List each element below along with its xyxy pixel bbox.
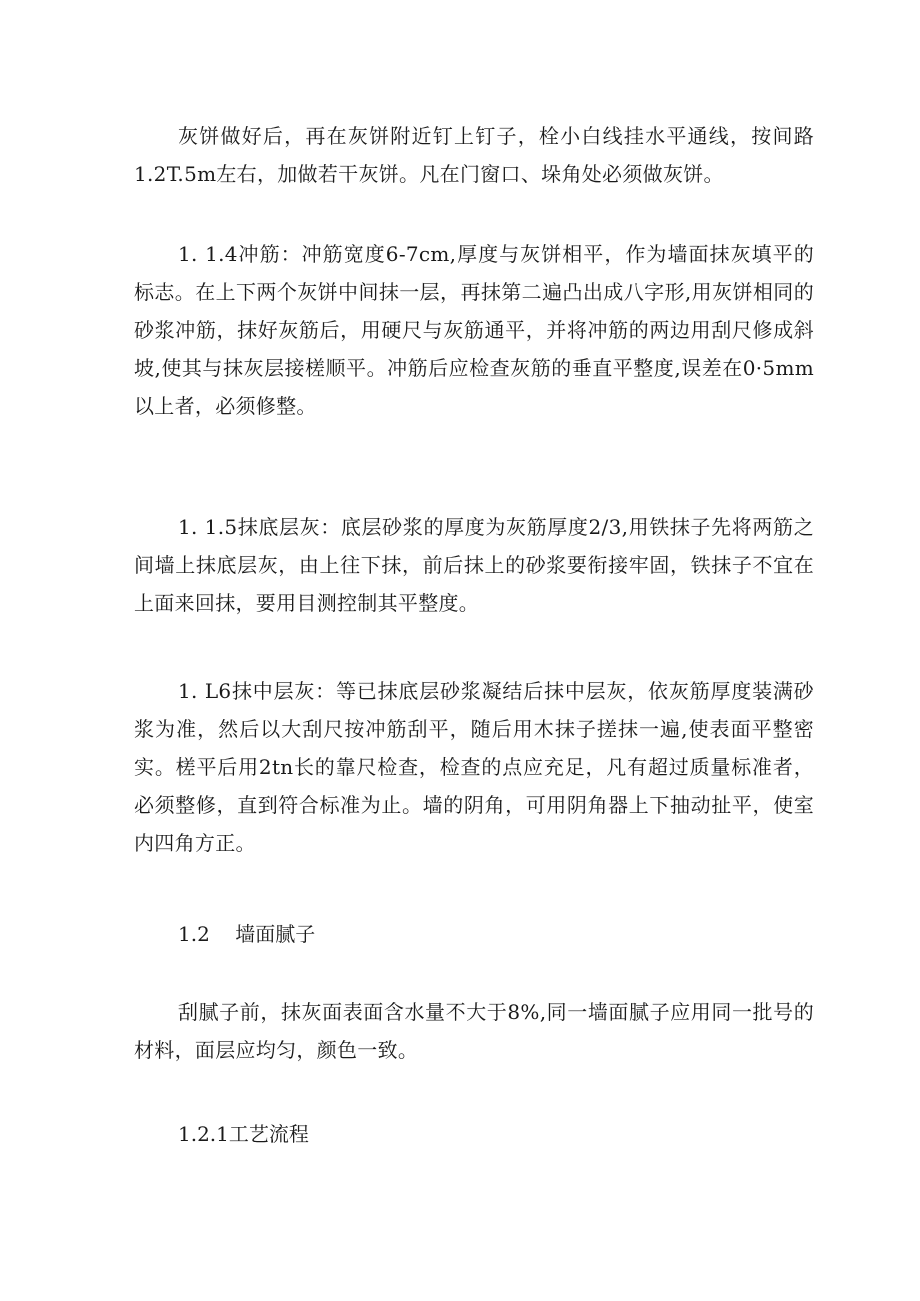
paragraph-1-1-5-base-coat: 1. 1.5抹底层灰：底层砂浆的厚度为灰筋厚度2/3,用铁抹子先将两筋之间墙上抹底层灰，由上往下抹，前后抹上的砂浆要衔接牢固，铁抹子不宜在上面来回抹，要用目测控制其平整度。 xyxy=(134,515,814,615)
subsection-heading-1-2-1: 1.2.1工艺流程 xyxy=(178,1122,309,1146)
paragraph-putty: 刮腻子前，抹灰面表面含水量不大于8%,同一墙面腻子应用同一批号的材料，面层应均匀，颜色一致。 xyxy=(134,1000,814,1062)
paragraph-1-1-6-middle-coat: 1. L6抹中层灰：等已抹底层砂浆凝结后抹中层灰，依灰筋厚度装满砂浆为准，然后以大刮尺按冲筋刮平，随后用木抹子搓抹一遍,使表面平整密实。槎平后用2tn长的靠尺检查，检查的点应充足，凡有超过质量标准者，必须整修，直到符合标准为止。墙的阴角，可用阴角器上下抽动扯平，使室内四角方正。 xyxy=(134,679,814,855)
paragraph-ash-cake: 灰饼做好后，再在灰饼附近钉上钉子，栓小白线挂水平通线，按间路1.2T.5m左右，加做若干灰饼。凡在门窗口、垛角处必须做灰饼。 xyxy=(134,124,814,186)
paragraph-1-1-4-screed-strip: 1. 1.4冲筋：冲筋宽度6-7cm,厚度与灰饼相平，作为墙面抹灰填平的标志。在上下两个灰饼中间抹一层，再抹第二遍凸出成八字形,用灰饼相同的砂浆冲筋，抹好灰筋后，用硬尺与灰筋通平，并将冲筋的两边用刮尺修成斜坡,使其与抹灰层接槎顺平。冲筋后应检查灰筋的垂直平整度,误差在0·5mm以上者，必须修整。 xyxy=(134,242,814,418)
section-heading-1-2: 1.2 墙面腻子 xyxy=(178,922,316,946)
